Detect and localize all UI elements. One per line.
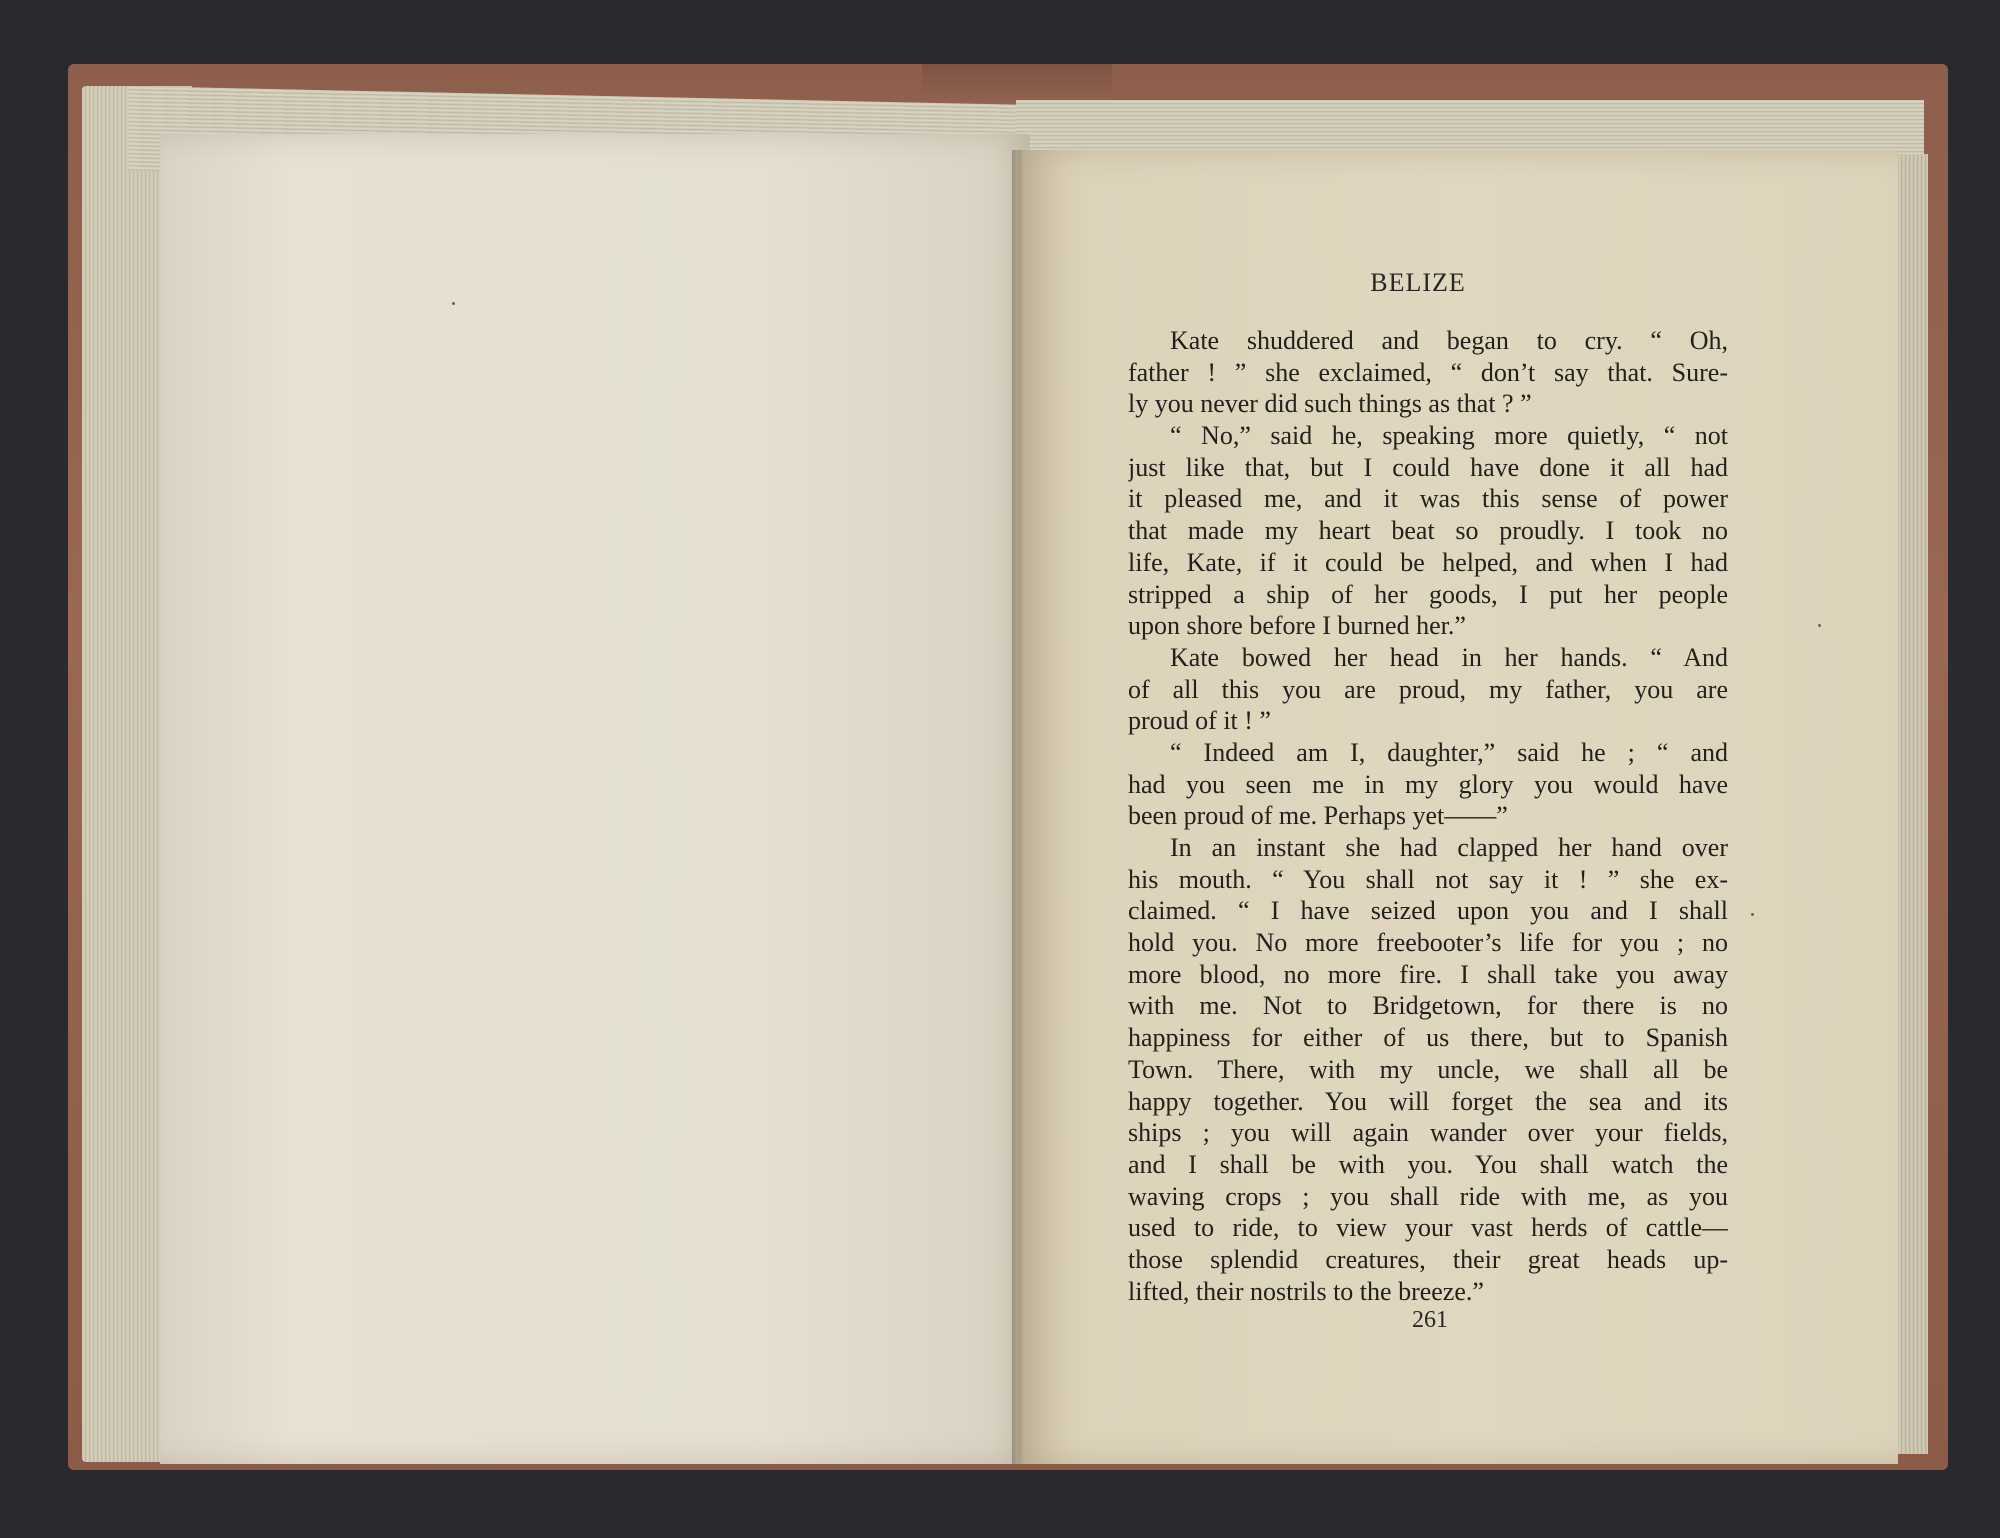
left-page-blank bbox=[160, 134, 1030, 1464]
text-line: happiness for either of us there, but to Spanish bbox=[1128, 1023, 1728, 1053]
paper-speck bbox=[1818, 624, 1821, 627]
text-line: stripped a ship of her goods, I put her people bbox=[1128, 579, 1728, 609]
text-line: Town. There, with my uncle, we shall all be bbox=[1128, 1054, 1728, 1084]
gutter-shadow bbox=[1012, 150, 1024, 1464]
text-line: father ! ” she exclaimed, “ don’t say that. Sure- bbox=[1128, 357, 1728, 387]
text-line: and I shall be with you. You shall watch the bbox=[1128, 1149, 1728, 1179]
text-line: used to ride, to view your vast herds of cattle— bbox=[1128, 1213, 1728, 1243]
text-line: hold you. No more freebooter’s life for you ; no bbox=[1128, 928, 1728, 958]
text-line: that made my heart beat so proudly. I took no bbox=[1128, 516, 1728, 546]
text-line: his mouth. “ You shall not say it ! ” she ex- bbox=[1128, 864, 1728, 894]
text-line: upon shore before I burned her.” bbox=[1128, 611, 1466, 641]
text-line: those splendid creatures, their great heads up- bbox=[1128, 1244, 1728, 1274]
text-line: lifted, their nostrils to the breeze.” bbox=[1128, 1276, 1484, 1306]
text-line: In an instant she had clapped her hand over bbox=[1170, 833, 1728, 862]
text-line: it pleased me, and it was this sense of power bbox=[1128, 484, 1728, 514]
text-line: waving crops ; you shall ride with me, as you bbox=[1128, 1181, 1728, 1211]
text-line: life, Kate, if it could be helped, and when I had bbox=[1128, 547, 1728, 577]
text-line: just like that, but I could have done it all had bbox=[1128, 452, 1728, 482]
text-line: ships ; you will again wander over your fields, bbox=[1128, 1118, 1728, 1148]
text-line: had you seen me in my glory you would have bbox=[1128, 769, 1728, 799]
text-line: ly you never did such things as that ? ” bbox=[1128, 389, 1532, 419]
text-line: happy together. You will forget the sea and its bbox=[1128, 1086, 1728, 1116]
text-line: Kate shuddered and began to cry. “ Oh, bbox=[1170, 326, 1728, 355]
text-line: more blood, no more fire. I shall take you away bbox=[1128, 959, 1728, 989]
text-line: been proud of me. Perhaps yet——” bbox=[1128, 801, 1508, 831]
running-head: BELIZE bbox=[1370, 268, 1466, 297]
page-number: 261 bbox=[1412, 1307, 1448, 1333]
body-text bbox=[1128, 325, 1728, 1307]
right-page-edges bbox=[1898, 154, 1928, 1454]
text-line: proud of it ! ” bbox=[1128, 706, 1271, 736]
text-line: with me. Not to Bridgetown, for there is no bbox=[1128, 991, 1728, 1021]
text-line: “ No,” said he, speaking more quietly, “ not bbox=[1170, 421, 1728, 451]
paper-speck bbox=[1751, 913, 1754, 916]
text-line: of all this you are proud, my father, you are bbox=[1128, 674, 1728, 704]
text-line: “ Indeed am I, daughter,” said he ; “ and bbox=[1170, 737, 1728, 767]
text-line: claimed. “ I have seized upon you and I shall bbox=[1128, 896, 1728, 926]
paper-speck bbox=[452, 302, 455, 305]
text-line: Kate bowed her head in her hands. “ And bbox=[1170, 642, 1728, 672]
